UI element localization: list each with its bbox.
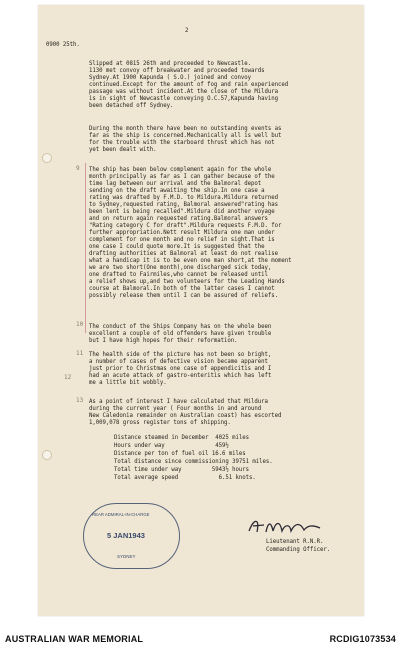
- paragraph-health: The health side of the picture has not been so bright, a number of cases of defective vision became apparent just prior to Christmas one case of appendicitis and I had an acute attack of gastro-enteritis which has left me a little bit wobbly.: [89, 352, 272, 386]
- punch-hole-bottom: [42, 450, 52, 460]
- stat-line: Hours under way 459½: [114, 443, 229, 449]
- receipt-stamp: [83, 503, 180, 569]
- page-number: 2: [185, 28, 189, 34]
- paragraph-events: During the month there have been no outstanding events as far as the ship is concerned.Mechanically all is well but for the trouble with the starboard thrust which has not yet been dealt with.: [89, 126, 282, 153]
- stat-line: Total time under way 5943½ hours: [114, 467, 249, 473]
- stamp-location: SYDNEY: [117, 554, 136, 559]
- paragraph-interest: As a point of interest I have calculated that Mildura during the current year ( Four months in and around New Caledonia remainder on Australian coast) has escorted 1,009,078 gross register tons of shipping.: [89, 399, 282, 426]
- stat-line: Total average speed 6.51 knots.: [114, 475, 256, 481]
- signature-title: Commanding Officer.: [266, 547, 331, 553]
- signature-rank: Lieutenant R.N.R.: [266, 539, 324, 545]
- stat-line: Distance steamed in December 4025 miles: [114, 435, 249, 441]
- margin-number: 10: [76, 321, 84, 328]
- document-page: [38, 5, 364, 616]
- margin-number: 12: [64, 374, 72, 381]
- date-line: 0900 25th.: [46, 42, 80, 48]
- paragraph-voyage: Slipped at 0815 26th and proceeded to Newcastle. 1130 met convoy off breakwater and proceeded towards Sydney.At 1900 Kapunda ( S.O.) joined and convoy continued.Except for the amount of fog and rain experienced passage was without incident.At the close of the Mildura is in sight of Newcastle conveying O.C.57,Kapunda having been detached off Sydney.: [89, 61, 289, 109]
- stamp-authority: REAR ADMIRAL-IN-CHARGE: [92, 512, 150, 517]
- paragraph-complement: The ship has been below complement again for the whole month principally as far as I can gather because of the time lag between our arrival and the Balmoral depot sending on the draft awaiting the ship.In one case a rating was drafted by F.M.D. to Mildura.Mildura returned to Sydney,requested rating, Balmoral answered"rating has been lent is being recalled".Mildura did another voyage and on return again requested rating.Balmoral answers "Rating category C for draft".Mildura requests F.M.D. for further appropriation.Nett result Mildura one man under complement for one month and no relief in sight.That is one case I could quote more.It is suggested that the drafting authorities at Balmoral at least do not realise what a handicap it is to be even one man short,at the moment we are two short(One month),one discharged sick today, one drafted to Fairmiles,who cannot be released until a relief shows up,and two volunteers for the Leading Hands course at Balmoral.In both of the latter cases I cannot possibly release them until I can be assured of reliefs.: [89, 167, 292, 299]
- stat-line: Total distance since commissioning 39751 miles.: [114, 459, 273, 465]
- paragraph-conduct: The conduct of the Ships Company has on the whole been excellent a couple of old offenders have given trouble but I have high hopes for their reformation.: [89, 324, 272, 344]
- margin-number: 9: [76, 165, 80, 172]
- archive-reference: RCDIG1073534: [329, 634, 396, 644]
- stamp-date: 5 JAN1943: [107, 531, 145, 540]
- stat-line: Distance per ton of fuel oil 16.6 miles: [114, 451, 246, 457]
- signature: [246, 515, 326, 537]
- margin-line: [85, 163, 86, 333]
- margin-number: 13: [76, 397, 84, 404]
- punch-hole-top: [42, 153, 52, 163]
- margin-number: 11: [76, 350, 84, 357]
- archive-label: AUSTRALIAN WAR MEMORIAL: [5, 634, 144, 644]
